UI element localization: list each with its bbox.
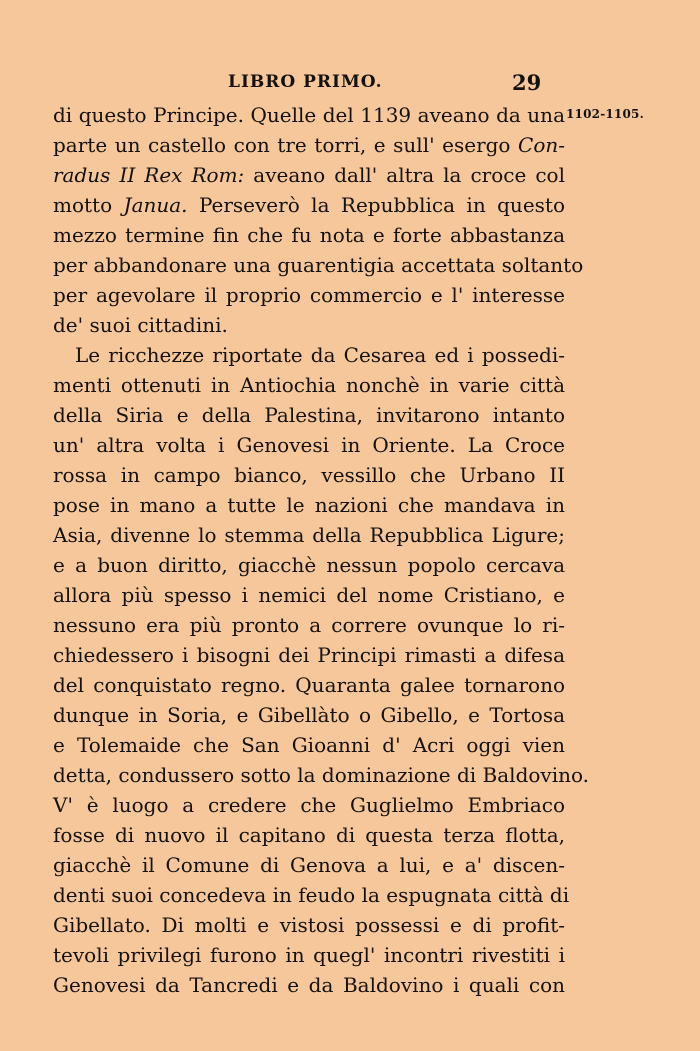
text-line: e Tolemaide che San Gioanni d' Acri oggi vien [53, 733, 565, 757]
text-fragment: Perseverò la Repubblica in questo [187, 193, 565, 217]
italic-fragment: Con- [518, 133, 565, 157]
text-line-with-italic [53, 130, 565, 160]
page-number: 29 [512, 70, 542, 95]
margin-date-note: 1102-1105. [566, 107, 644, 121]
text-line: allora più spesso i nemici del nome Cristiano, e [53, 583, 565, 607]
text-line-with-italic [53, 160, 565, 190]
paragraph-end-line: de' suoi cittadini. [53, 313, 228, 337]
text-line: Genovesi da Tancredi e da Baldovino i quali con [53, 973, 565, 997]
body-text [53, 100, 590, 1000]
text-line: di questo Principe. Quelle del 1139 aveano da una [53, 103, 565, 127]
text-line: nessuno era più pronto a correre ovunque lo ri- [53, 613, 565, 637]
text-line: per abbandonare una guarentigia accettata soltanto [53, 253, 584, 277]
text-line: Asia, divenne lo stemma della Repubblica Ligure; [53, 523, 565, 547]
text-line: per agevolare il proprio commercio e l' interesse [53, 283, 565, 307]
text-line: detta, condussero sotto la dominazione di Baldovino. [53, 763, 590, 787]
text-line: fosse di nuovo il capitano di questa terza flotta, [53, 823, 565, 847]
paragraph-start-line: Le ricchezze riportate da Cesarea ed i possedi- [75, 343, 565, 367]
text-fragment: aveano dall' altra la croce col [244, 163, 565, 187]
text-line: mezzo termine fin che fu nota e forte abbastanza [53, 223, 565, 247]
text-line: denti suoi concedeva in feudo la espugnata città di [53, 883, 570, 907]
text-line: V' è luogo a credere che Guglielmo Embriaco [53, 793, 565, 817]
text-line: pose in mano a tutte le nazioni che mandava in [53, 493, 565, 517]
text-line: menti ottenuti in Antiochia nonchè in varie città [53, 373, 565, 397]
text-line-with-italic [53, 190, 565, 220]
text-line: rossa in campo bianco, vessillo che Urbano II [53, 463, 565, 487]
text-line: Gibellato. Di molti e vistosi possessi e di profit- [53, 913, 565, 937]
text-line: dunque in Soria, e Gibellàto o Gibello, e Tortosa [53, 703, 565, 727]
running-title: LIBRO PRIMO. [228, 72, 383, 92]
text-line: giacchè il Comune di Genova a lui, e a' discen- [53, 853, 565, 877]
text-line: e a buon diritto, giacchè nessun popolo cercava [53, 553, 565, 577]
text-line: del conquistato regno. Quaranta galee tornarono [53, 673, 565, 697]
italic-fragment: Janua. [123, 193, 188, 217]
text-line: tevoli privilegi furono in quegl' incontri rivestiti i [53, 943, 565, 967]
text-fragment: parte un castello con tre torri, e sull' esergo [53, 133, 519, 157]
italic-fragment: radus II Rex Rom: [53, 163, 245, 187]
text-line: un' altra volta i Genovesi in Oriente. La Croce [53, 433, 565, 457]
text-line: della Siria e della Palestina, invitarono intanto [53, 403, 565, 427]
text-line: chiedessero i bisogni dei Principi rimasti a difesa [53, 643, 565, 667]
text-fragment: motto [53, 193, 124, 217]
